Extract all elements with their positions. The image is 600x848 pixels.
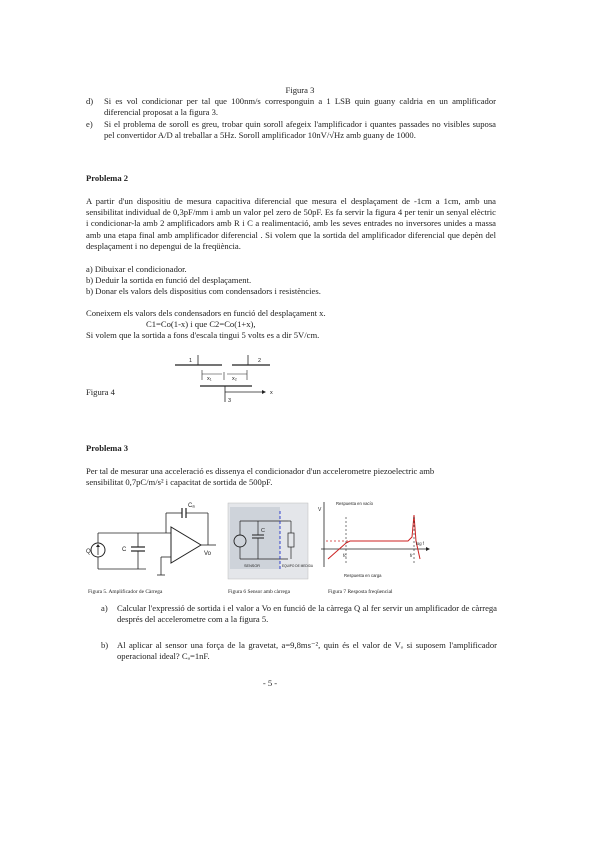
label-plate-3: 3 [228,398,232,404]
item-d-marker: d) [86,96,94,106]
label-fc: fc [343,553,347,558]
item-d-text: Si es vol condicionar per tal que 100nm/s corresponguin a 1 LSB quin guany caldria en un amplificador diferencial proposat a la figura 3. [104,96,496,118]
response-curve [328,515,420,559]
figure6-caption: Figura 6 Sensor amb càrrega [228,589,290,595]
figure4-caption: Figura 4 [86,387,115,397]
label-x1: x₁ [207,376,212,382]
problema2-known-line2: C1=Co(1-x) i que C2=Co(1+x), [146,319,256,329]
problema2-known-line3: Si volem que la sortida a fons d'escala tingui 5 volts es a dir 5V/cm. [86,330,320,340]
problema3-question-b-text: Al aplicar al sensor una força de la gravetat, a=9,8ms⁻², quin és el valor de Vₒ si suposem l'amplificador operacional ideal? Cₐ=1nF. [117,640,497,662]
problema3-title: Problema 3 [86,443,129,453]
problema2-question-a: a) Dibuixar el condicionador. [86,264,187,274]
label-equip: EQUIPO DE MEDIDA [282,564,313,568]
problema2-title: Problema 2 [86,173,129,183]
figure5-caption: Figura 5. Amplificador de Càrrega [88,589,163,595]
opamp-icon [171,527,201,563]
label-resp-carga: Respuesta en carga [344,573,382,578]
problema3-intro-line2: sensibilitat 0,7pC/m/s² i capacitat de sortida de 500pF. [86,477,273,487]
label-x-axis: x [270,390,273,396]
label-sensor: SENSOR [244,564,261,568]
problema2-question-c: b) Donar els valors dels dispositius com condensadors i resistències. [86,286,321,296]
item-e-text: Si el problema de soroll es greu, trobar quin soroll afegeix l'amplificador i quantes passades no visibles suposa pel convertidor A/D al treballar a 5Hz. Soroll amplificador 10nV/√Hz amb guany de 1000. [104,119,496,141]
problema3-question-b-marker: b) [101,640,109,650]
x-axis-arrow-icon [262,390,266,394]
figure7-frequency-response [316,497,431,587]
label-resp-vacio: Respuesta en vacío [336,501,374,506]
label-c: C [122,547,127,553]
item-e-marker: e) [86,119,93,129]
label-logf: log f [416,541,424,546]
figure3-caption: Figura 3 [285,85,315,95]
label-sensor-c: C [261,528,265,534]
label-vo: Vo [204,551,212,557]
figure5-charge-amplifier [86,505,221,585]
problema2-question-b: b) Deduir la sortida en funció del desplaçament. [86,275,252,285]
label-x2: x₂ [232,376,237,382]
label-plate-1: 1 [189,358,193,364]
problema3-question-a-text: Calcular l'expressió de sortida i el valor a Vo en funció de la càrrega Q al fer servir un amplificador de càrrega després del accelerometre com a la figura 5. [117,603,497,625]
problema3-question-a-marker: a) [101,603,108,613]
problema2-known-line1: Coneixem els valors dels condensadors en funció del desplaçament x. [86,308,326,318]
figure4-diagram [170,350,290,410]
label-q: Q [86,549,91,555]
label-plate-2: 2 [258,358,262,364]
problema3-intro-line1: Per tal de mesurar una acceleració es dissenya el condicionador d'un accelerometre piezoelectric amb [86,466,435,476]
figure6-sensor-with-load [228,503,313,583]
problema2-intro: A partir d'un dispositiu de mesura capacitiva diferencial que mesura el desplaçament de -1cm a 1cm, amb una sensibilitat individual de 0,3pF/mm i amb un valor pel zero de 50pF. Es fa servir la figura 4 per tenir un senyal elèctric i condicionar-la amb 2 amplificadors amb R i C a realimentació, amb les seves entrades no inversores unides a massa amb una etapa final amb amplificador diferencial . Si volem que la sortida del amplificador diferencial que depèn del desplaçament i no depengui de la freqüència. [86,196,496,251]
label-v: V [318,507,322,513]
page-number: - 5 - [262,678,278,688]
label-fr: fr [410,553,413,558]
label-ca: Cₐ [188,503,195,509]
figure7-caption: Figura 7 Resposta freqüencial [328,589,393,595]
